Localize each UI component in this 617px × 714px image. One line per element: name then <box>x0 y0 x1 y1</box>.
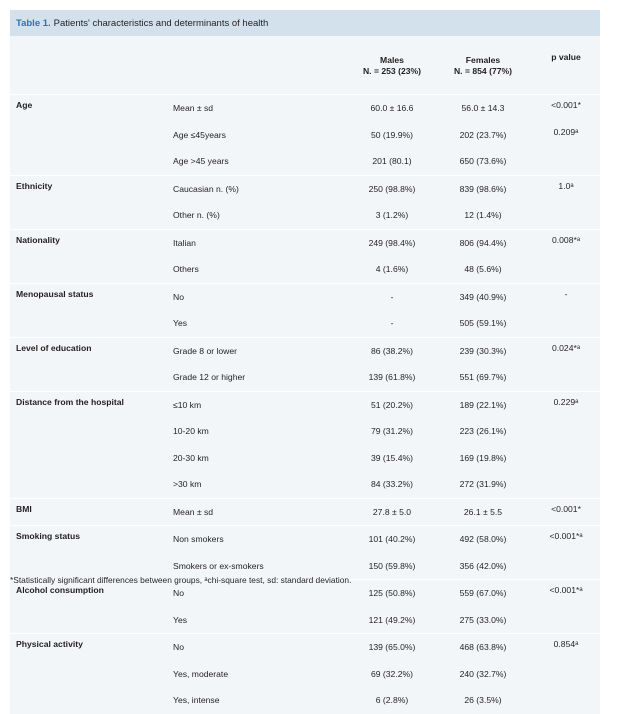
females-value-cell: 806 (94.4%) <box>434 229 532 256</box>
category-cell: Non smokers <box>172 526 350 553</box>
table-row <box>10 498 600 526</box>
females-value-cell: 26 (3.5%) <box>464 695 502 706</box>
header-females: Females N. = 854 (77%) <box>453 55 513 76</box>
header-row <box>10 36 600 95</box>
males-value-cell: 150 (59.8%) <box>368 560 416 571</box>
females-value-cell: 240 (32.7%) <box>459 668 507 679</box>
variable-name-empty <box>10 661 172 688</box>
variable-name: Age <box>10 95 172 122</box>
p-value-cell: <0.001*ᵃ <box>532 580 600 607</box>
males-value-cell: 250 (98.8%) <box>350 175 434 202</box>
females-value-cell: 559 (67.0%) <box>434 580 532 607</box>
females-value-cell: 839 (98.6%) <box>434 175 532 202</box>
variable-name: Alcohol consumption <box>10 580 172 607</box>
females-value-cell: 12 (1.4%) <box>464 210 502 221</box>
males-value-cell: 6 (2.8%) <box>375 695 409 706</box>
table-container <box>10 10 600 714</box>
p-value-cell <box>532 202 600 229</box>
table-row <box>10 445 600 472</box>
females-value-cell: 56.0 ± 14.3 <box>434 95 532 122</box>
variable-name-empty <box>10 148 172 175</box>
header-blank <box>172 36 350 95</box>
females-value-cell: 505 (59.1%) <box>459 318 507 329</box>
p-value-cell: <0.001* <box>532 95 600 122</box>
p-value-cell: <0.001* <box>532 498 600 526</box>
variable-name: Level of education <box>10 337 172 364</box>
variable-name: Nationality <box>10 229 172 256</box>
males-value-cell: 121 (49.2%) <box>368 614 416 625</box>
variable-name-empty <box>10 445 172 472</box>
p-value-cell <box>532 607 600 634</box>
p-value-cell <box>532 553 600 580</box>
table-footnote: *Statistically significant differences between groups, ᵃchi-square test, sd: standard deviation. <box>10 575 352 585</box>
table-row <box>10 471 600 498</box>
p-value-cell: 0.229ᵃ <box>532 391 600 418</box>
females-value-cell: 169 (19.8%) <box>459 452 507 463</box>
p-value-cell <box>532 471 600 498</box>
females-value-cell: 26.1 ± 5.5 <box>434 498 532 526</box>
category-cell: Grade 12 or higher <box>173 372 246 383</box>
table-row <box>10 283 600 310</box>
variable-name-empty <box>10 256 172 283</box>
males-value-cell: 249 (98.4%) <box>350 229 434 256</box>
p-value-cell <box>532 661 600 688</box>
females-value-cell: 650 (73.6%) <box>459 156 507 167</box>
p-value-cell <box>532 310 600 337</box>
table-row <box>10 229 600 256</box>
p-value-cell <box>532 687 600 714</box>
variable-name: Smoking status <box>10 526 172 553</box>
males-value-cell: 125 (50.8%) <box>350 580 434 607</box>
category-cell: Smokers or ex-smokers <box>173 560 264 571</box>
females-value-cell: 239 (30.3%) <box>434 337 532 364</box>
category-cell: Age ≤45years <box>173 129 226 140</box>
category-cell: 10-20 km <box>173 426 209 437</box>
males-value-cell: 84 (33.2%) <box>370 479 414 490</box>
table-label: Table 1. <box>16 17 51 29</box>
females-value-cell: 468 (63.8%) <box>434 634 532 661</box>
males-value-cell: 69 (32.2%) <box>370 668 414 679</box>
variable-name-empty <box>10 471 172 498</box>
table-row <box>10 310 600 337</box>
variable-name-empty <box>10 418 172 445</box>
category-cell: Yes <box>173 318 188 329</box>
category-cell: ≤10 km <box>172 391 350 418</box>
males-value-cell: 27.8 ± 5.0 <box>350 498 434 526</box>
table-row <box>10 256 600 283</box>
p-value-cell <box>532 445 600 472</box>
category-cell: Other n. (%) <box>173 210 220 221</box>
table-row <box>10 418 600 445</box>
table-row <box>10 202 600 229</box>
p-value-cell <box>532 148 600 175</box>
females-value-cell: 356 (42.0%) <box>459 560 507 571</box>
males-value-cell: 4 (1.6%) <box>375 264 409 275</box>
females-value-cell: 275 (33.0%) <box>459 614 507 625</box>
males-value-cell: 51 (20.2%) <box>350 391 434 418</box>
p-value-cell: 1.0ᵃ <box>532 175 600 202</box>
p-value-cell <box>532 418 600 445</box>
characteristics-table <box>10 36 600 714</box>
p-value-cell: 0.209ᵃ <box>553 126 579 137</box>
females-value-cell: 349 (40.9%) <box>434 283 532 310</box>
table-row <box>10 607 600 634</box>
females-value-cell: 492 (58.0%) <box>434 526 532 553</box>
header-males: Males N. = 253 (23%) <box>362 55 422 76</box>
males-value-cell: - <box>390 318 394 329</box>
males-value-cell: - <box>350 283 434 310</box>
variable-name: Ethnicity <box>10 175 172 202</box>
table-row <box>10 148 600 175</box>
variable-name: BMI <box>10 498 172 526</box>
category-cell: Grade 8 or lower <box>172 337 350 364</box>
category-cell: Italian <box>172 229 350 256</box>
category-cell: Yes <box>173 614 188 625</box>
category-cell: Mean ± sd <box>172 95 350 122</box>
males-value-cell: 201 (80.1) <box>372 156 412 167</box>
table-row <box>10 634 600 661</box>
category-cell: No <box>172 580 350 607</box>
males-value-cell: 50 (19.9%) <box>370 129 414 140</box>
p-value-cell <box>532 256 600 283</box>
category-cell: Age >45 years <box>173 156 229 167</box>
category-cell: 20-30 km <box>173 452 209 463</box>
table-row <box>10 364 600 391</box>
variable-name: Distance from the hospital <box>10 391 172 418</box>
variable-name-empty <box>10 202 172 229</box>
category-cell: Yes, intense <box>173 695 220 706</box>
males-value-cell: 3 (1.2%) <box>375 210 409 221</box>
p-value-cell: 0.008*ᵃ <box>532 229 600 256</box>
table-row <box>10 526 600 553</box>
males-value-cell: 139 (61.8%) <box>368 372 416 383</box>
p-value-cell: 0.854ᵃ <box>532 634 600 661</box>
variable-name: Menopausal status <box>10 283 172 310</box>
table-title: Patients' characteristics and determinants of health <box>53 17 269 29</box>
p-value-cell <box>532 364 600 391</box>
variable-name-empty <box>10 364 172 391</box>
variable-name-empty <box>10 607 172 634</box>
females-value-cell: 189 (22.1%) <box>434 391 532 418</box>
variable-name: Physical activity <box>10 634 172 661</box>
table-row <box>10 661 600 688</box>
table-row <box>10 687 600 714</box>
category-cell: Mean ± sd <box>172 498 350 526</box>
category-cell: >30 km <box>173 479 202 490</box>
table-body <box>10 95 600 714</box>
category-cell: Caucasian n. (%) <box>172 175 350 202</box>
males-value-cell: 86 (38.2%) <box>350 337 434 364</box>
females-value-cell: 272 (31.9%) <box>459 479 507 490</box>
males-value-cell: 139 (65.0%) <box>350 634 434 661</box>
females-value-cell: 223 (26.1%) <box>459 426 507 437</box>
category-cell: Yes, moderate <box>173 668 229 679</box>
p-value-cell: 0.024*ᵃ <box>532 337 600 364</box>
category-cell: Others <box>173 264 199 275</box>
table-caption <box>10 10 600 36</box>
females-value-cell: 202 (23.7%) <box>459 129 507 140</box>
variable-name-empty <box>10 122 172 149</box>
males-value-cell: 39 (15.4%) <box>370 452 414 463</box>
table-row <box>10 175 600 202</box>
header-p-value: p value <box>551 52 581 62</box>
variable-name-empty <box>10 687 172 714</box>
p-value-cell: <0.001*ᵃ <box>532 526 600 553</box>
table-row <box>10 391 600 418</box>
females-value-cell: 551 (69.7%) <box>459 372 507 383</box>
females-value-cell: 48 (5.6%) <box>464 264 502 275</box>
category-cell: No <box>172 283 350 310</box>
males-value-cell: 79 (31.2%) <box>370 426 414 437</box>
category-cell: No <box>172 634 350 661</box>
header-blank <box>10 36 172 95</box>
p-value-cell: - <box>532 283 600 310</box>
males-value-cell: 101 (40.2%) <box>350 526 434 553</box>
table-row <box>10 122 600 149</box>
table-row <box>10 95 600 122</box>
males-value-cell: 60.0 ± 16.6 <box>350 95 434 122</box>
table-row <box>10 337 600 364</box>
variable-name-empty <box>10 310 172 337</box>
